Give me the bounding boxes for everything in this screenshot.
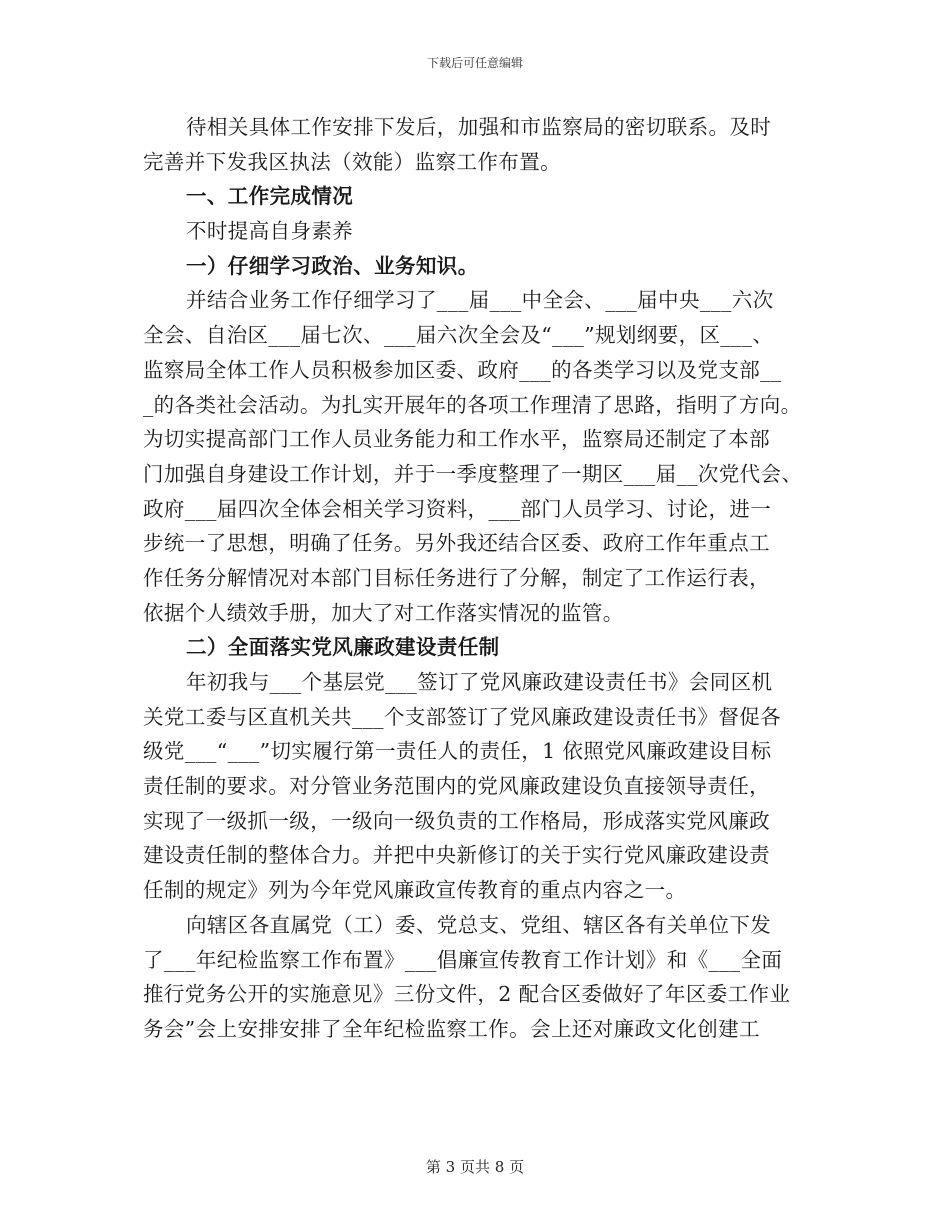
page-header: 下载后可任意编辑	[426, 56, 523, 70]
text-line: 为切实提高部门工作人员业务能力和工作水平，监察局还制定了本部	[143, 427, 770, 452]
text-line: 实现了一级抓一级，一级向一级负责的工作格局，形成落实党风廉政	[143, 808, 770, 833]
text-line: 政府___届四次全体会相关学习资料，___部门人员学习、讨论，进一	[143, 496, 772, 521]
section-heading: 一、工作完成情况	[186, 184, 354, 209]
text-line: 全会、自治区___届七次、___届六次全会及“___”规划纲要，区___、	[143, 323, 774, 348]
text-line: 作任务分解情况对本部门目标任务进行了分解，制定了工作运行表，	[143, 565, 770, 590]
section-heading: 一）仔细学习政治、业务知识。	[186, 253, 479, 278]
text-line: 务会”会上安排安排了全年纪检监察工作。会上还对廉政文化创建工	[143, 1016, 760, 1041]
text-line: 步统一了思想，明确了任务。另外我还结合区委、政府工作年重点工	[143, 531, 770, 556]
text-line: 推行党务公开的实施意见》三份文件，2 配合区委做好了年区委工作业	[143, 982, 791, 1007]
text-line: 向辖区各直属党（工）委、党总支、党组、辖区各有关单位下发	[186, 912, 772, 937]
text-line: 责任制的要求。对分管业务范围内的党风廉政建设负直接领导责任，	[143, 774, 770, 799]
text-line: 监察局全体工作人员积极参加区委、政府___的各类学习以及党支部__	[143, 357, 782, 382]
text-line: 依据个人绩效手册，加大了对工作落实情况的监管。	[143, 600, 624, 625]
text-line: 待相关具体工作安排下发后，加强和市监察局的密切联系。及时	[186, 115, 772, 139]
document-body	[143, 110, 810, 1047]
text-line: 关党工委与区直机关共___个支部签订了党风廉政建设责任书》督促各	[143, 704, 782, 729]
text-line: 不时提高自身素养	[186, 219, 354, 244]
text-line: 门加强自身建设工作计划，并于一季度整理了一期区___届__次党代会、	[143, 461, 803, 486]
text-line: 建设责任制的整体合力。并把中央新修订的关于实行党风廉政建设责	[143, 843, 770, 868]
text-line: 年初我与___个基层党___签订了党风廉政建设责任书》会同区机	[186, 670, 773, 694]
text-line: 并结合业务工作仔细学习了___届___中全会、___届中央___六次	[186, 288, 774, 313]
text-line: _的各类社会活动。为扎实开展年的各项工作理清了思路，指明了方向。	[143, 392, 802, 417]
text-line: 级党___“___”切实履行第一责任人的责任，1 依照党风廉政建设目标	[143, 739, 772, 764]
page-number: 第 3 页共 8 页	[425, 1158, 525, 1176]
text-line: 了___年纪检监察工作布置》___倡廉宣传教育工作计划》和《___全面	[143, 947, 783, 972]
text-line: 完善并下发我区执法（效能）监察工作布置。	[143, 149, 561, 174]
text-line: 任制的规定》列为今年党风廉政宣传教育的重点内容之一。	[143, 878, 687, 903]
section-heading: 二）全面落实党风廉政建设责任制	[186, 635, 500, 660]
